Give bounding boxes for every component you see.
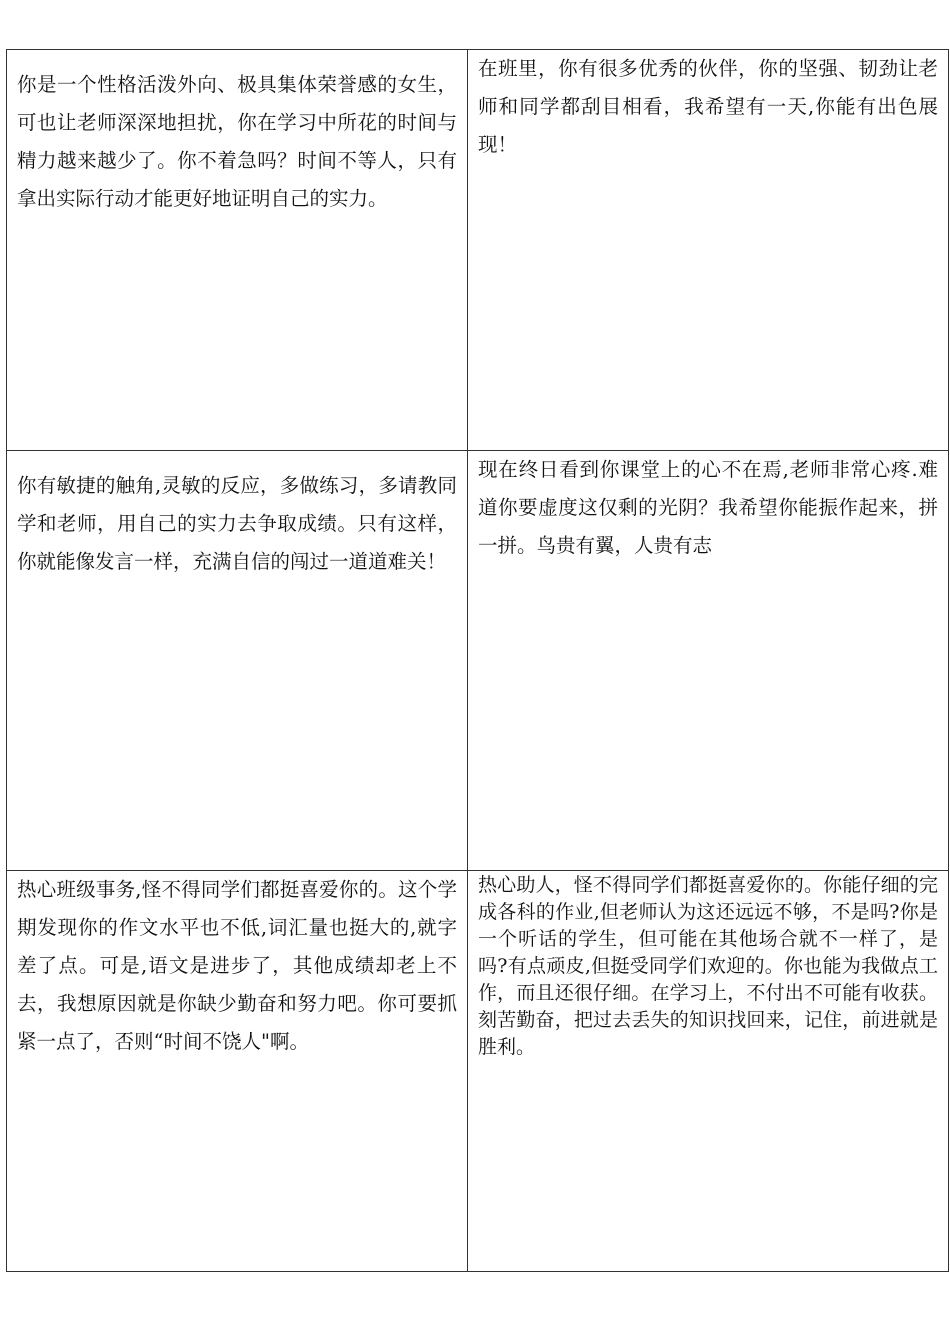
comment-cell — [7, 451, 468, 871]
table-row — [7, 451, 949, 871]
comment-text: 在班里，你有很多优秀的伙伴，你的坚强、韧劲让老师和同学都刮目相看，我希望有一天,你能有出色展现！ — [478, 57, 938, 156]
comment-cell — [468, 451, 949, 871]
comment-text: 热心助人，怪不得同学们都挺喜爱你的。你能仔细的完成各科的作业,但老师认为这还远远不够，不是吗?你是一个听话的学生，但可能在其他场合就不一样了，是吗?有点顽皮,但挺受同学们欢迎的。你也能为我做点工作，而且还很仔细。在学习上，不付出不可能有收获。刻苦勤奋，把过去丢失的知识找回来，记住，前进就是胜利。 — [478, 874, 938, 1058]
comments-table — [6, 49, 949, 1272]
table-row — [7, 50, 949, 451]
comment-text: 你有敏捷的触角,灵敏的反应，多做练习，多请教同学和老师，用自己的实力去争取成绩。只有这样，你就能像发言一样，充满自信的闯过一道道难关！ — [17, 474, 457, 573]
comment-text: 现在终日看到你课堂上的心不在焉,老师非常心疼.难道你要虚度这仅剩的光阴？我希望你能振作起来，拼一拼。鸟贵有翼，人贵有志 — [478, 458, 938, 557]
comment-text: 你是一个性格活泼外向、极具集体荣誉感的女生，可也让老师深深地担扰，你在学习中所花的时间与精力越来越少了。你不着急吗？时间不等人，只有拿出实际行动才能更好地证明自己的实力。 — [17, 73, 457, 210]
table-row — [7, 871, 949, 1272]
comment-cell — [468, 871, 949, 1272]
comment-cell — [468, 50, 949, 451]
comment-cell — [7, 871, 468, 1272]
comment-cell — [7, 50, 468, 451]
comment-text: 热心班级事务,怪不得同学们都挺喜爱你的。这个学期发现你的作文水平也不低,词汇量也挺大的,就字差了点。可是,语文是进步了，其他成绩却老上不去，我想原因就是你缺少勤奋和努力吧。你可要抓紧一点了，否则“时间不饶人"啊。 — [17, 878, 457, 1053]
